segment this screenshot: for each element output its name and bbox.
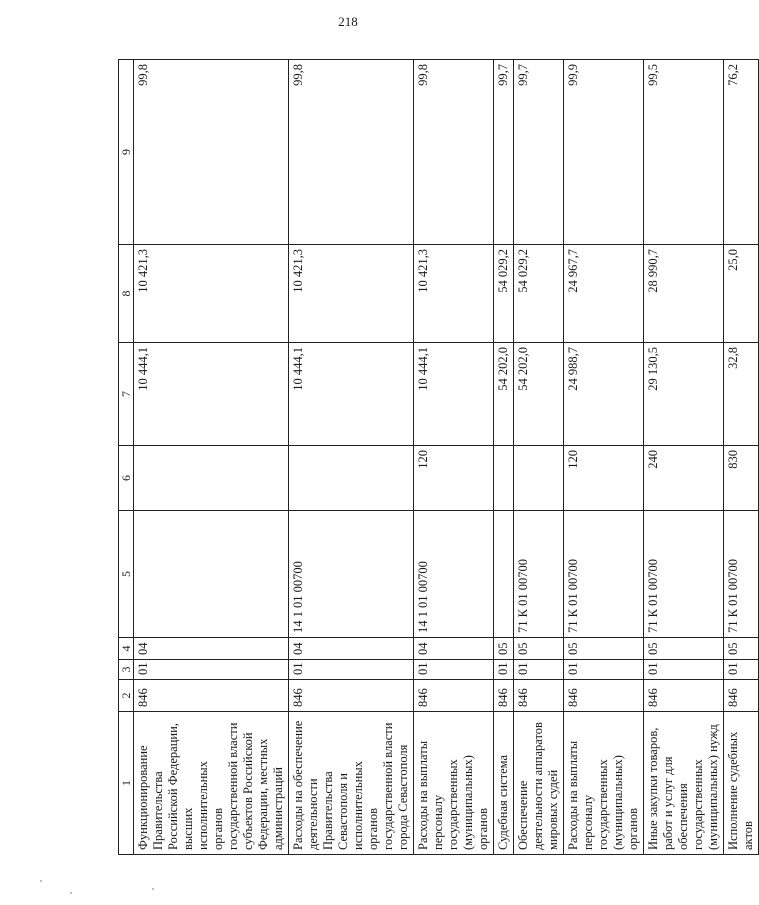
cell-c4: 05 [494, 638, 514, 660]
cell-c4: 04 [134, 638, 289, 660]
cell-c2: 846 [644, 680, 724, 712]
cell-c3: 01 [134, 660, 289, 680]
row-name: Функционирование Правительства Российской Федерации, высших исполнительных органов государственной власти субъектов Российской Федерации, местных администраций [134, 712, 289, 855]
cell-c8: 10 421,3 [134, 245, 289, 343]
cell-c7: 10 444,1 [414, 343, 494, 446]
scan-speck [40, 880, 42, 882]
scan-speck [70, 892, 72, 894]
cell-c5: 14 1 01 00700 [289, 511, 414, 638]
cell-c3: 01 [289, 660, 414, 680]
cell-c4: 05 [564, 638, 644, 660]
table-row [644, 60, 724, 855]
cell-c2: 846 [289, 680, 414, 712]
cell-c6: 120 [564, 446, 644, 511]
cell-c6: 120 [414, 446, 494, 511]
header-cell: 7 [119, 343, 134, 446]
cell-c4: 05 [724, 638, 759, 660]
header-cell: 4 [119, 638, 134, 660]
cell-c6: 830 [724, 446, 759, 511]
cell-c9: 99,9 [564, 60, 644, 245]
cell-c3: 01 [724, 660, 759, 680]
cell-c8: 25,0 [724, 245, 759, 343]
cell-c6 [289, 446, 414, 511]
cell-c5: 71 К 01 00700 [514, 511, 564, 638]
header-cell: 8 [119, 245, 134, 343]
cell-c6 [494, 446, 514, 511]
cell-c5 [494, 511, 514, 638]
header-cell: 2 [119, 680, 134, 712]
cell-c8: 24 967,7 [564, 245, 644, 343]
cell-c2: 846 [134, 680, 289, 712]
table-row [289, 60, 414, 855]
cell-c8: 28 990,7 [644, 245, 724, 343]
table-header-row [119, 60, 134, 855]
table-row [514, 60, 564, 855]
cell-c9: 99,7 [494, 60, 514, 245]
cell-c5 [134, 511, 289, 638]
rotated-table-container [118, 60, 756, 855]
cell-c5: 71 К 01 00700 [644, 511, 724, 638]
cell-c7: 29 130,5 [644, 343, 724, 446]
cell-c4: 04 [414, 638, 494, 660]
table-row [414, 60, 494, 855]
cell-c7: 10 444,1 [289, 343, 414, 446]
cell-c3: 01 [494, 660, 514, 680]
header-cell: 3 [119, 660, 134, 680]
cell-c3: 01 [564, 660, 644, 680]
cell-c8: 54 029,2 [494, 245, 514, 343]
cell-c2: 846 [514, 680, 564, 712]
cell-c6: 240 [644, 446, 724, 511]
cell-c9: 99,7 [514, 60, 564, 245]
cell-c9: 99,8 [134, 60, 289, 245]
cell-c7: 24 988,7 [564, 343, 644, 446]
cell-c9: 99,8 [414, 60, 494, 245]
cell-c4: 05 [644, 638, 724, 660]
row-name: Иные закупки товаров, работ и услуг для обеспечения государственных (муниципальных) нужд [644, 712, 724, 855]
cell-c3: 01 [644, 660, 724, 680]
header-cell: 6 [119, 446, 134, 511]
cell-c2: 846 [724, 680, 759, 712]
cell-c4: 04 [289, 638, 414, 660]
cell-c7: 54 202,0 [494, 343, 514, 446]
cell-c5: 71 К 01 00700 [724, 511, 759, 638]
cell-c6 [134, 446, 289, 511]
scan-speck [152, 888, 154, 890]
cell-c7: 10 444,1 [134, 343, 289, 446]
header-cell: 1 [119, 712, 134, 855]
row-name: Обеспечение деятельности аппаратов мировых судей [514, 712, 564, 855]
cell-c2: 846 [564, 680, 644, 712]
table-row [724, 60, 759, 855]
row-name: Расходы на выплаты персоналу государственных (муниципальных) органов [564, 712, 644, 855]
cell-c3: 01 [414, 660, 494, 680]
budget-table [118, 59, 759, 855]
cell-c9: 99,5 [644, 60, 724, 245]
row-name: Исполнение судебных актов [724, 712, 759, 855]
table-row [494, 60, 514, 855]
header-cell: 9 [119, 60, 134, 245]
cell-c8: 10 421,3 [289, 245, 414, 343]
cell-c7: 54 202,0 [514, 343, 564, 446]
row-name: Судебная система [494, 712, 514, 855]
row-name: Расходы на выплаты персоналу государственных (муниципальных) органов [414, 712, 494, 855]
cell-c2: 846 [414, 680, 494, 712]
cell-c9: 99,8 [289, 60, 414, 245]
cell-c5: 14 1 01 00700 [414, 511, 494, 638]
cell-c7: 32,8 [724, 343, 759, 446]
cell-c9: 76,2 [724, 60, 759, 245]
cell-c8: 54 029,2 [514, 245, 564, 343]
cell-c2: 846 [494, 680, 514, 712]
cell-c5: 71 К 01 00700 [564, 511, 644, 638]
cell-c6 [514, 446, 564, 511]
header-cell: 5 [119, 511, 134, 638]
row-name: Расходы на обеспечение деятельности Правительства Севастополя и исполнительных органов государственной власти города Севастополя [289, 712, 414, 855]
table-row [134, 60, 289, 855]
cell-c4: 05 [514, 638, 564, 660]
cell-c3: 01 [514, 660, 564, 680]
cell-c8: 10 421,3 [414, 245, 494, 343]
table-row [564, 60, 644, 855]
page-number: 218 [338, 14, 358, 29]
